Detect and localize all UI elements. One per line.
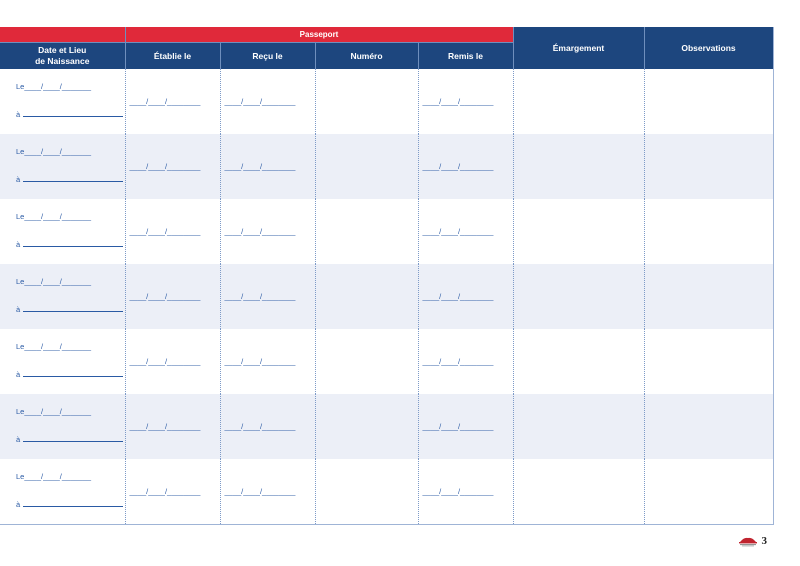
birth-place-blank <box>16 174 123 184</box>
passeport-header: Passeport <box>125 27 513 43</box>
date-blank: ____/____/________ <box>422 487 494 496</box>
date-blank: ____/____/________ <box>129 227 201 236</box>
birth-place-blank <box>16 109 123 119</box>
emargement-cell[interactable] <box>513 329 644 394</box>
date-blank: ____/____/________ <box>224 227 296 236</box>
emargement-header: Émargement <box>513 27 644 69</box>
birth-place-line <box>23 239 123 247</box>
etablie-date-cell[interactable] <box>125 199 220 264</box>
birth-place-blank <box>16 434 123 444</box>
emargement-cell[interactable] <box>513 199 644 264</box>
register-row <box>0 459 773 525</box>
observations-cell[interactable] <box>644 134 773 199</box>
etablie-date-cell[interactable] <box>125 329 220 394</box>
birth-date-place-cell[interactable] <box>0 394 125 459</box>
date-blank: ____/____/________ <box>224 357 296 366</box>
birth-date-blank: Le____/____/_______ <box>16 407 92 416</box>
register-row <box>0 329 773 394</box>
birth-date-place-cell[interactable] <box>0 329 125 394</box>
numero-cell[interactable] <box>315 199 418 264</box>
birth-place-line <box>23 304 123 312</box>
birth-place-prefix: à <box>16 305 21 314</box>
birth-place-prefix: à <box>16 370 21 379</box>
etablie-date-cell[interactable] <box>125 134 220 199</box>
page-footer <box>738 535 768 547</box>
numero-cell[interactable] <box>315 459 418 525</box>
birth-date-blank: Le____/____/_______ <box>16 342 92 351</box>
date-blank: ____/____/________ <box>422 357 494 366</box>
birth-place-prefix: à <box>16 110 21 119</box>
birth-date-place-cell[interactable] <box>0 264 125 329</box>
remis-date-cell[interactable] <box>418 329 513 394</box>
recu-date-cell[interactable] <box>220 329 315 394</box>
register-row <box>0 394 773 459</box>
date-blank: ____/____/________ <box>422 227 494 236</box>
date-blank: ____/____/________ <box>422 422 494 431</box>
register-row <box>0 69 773 134</box>
date-blank: ____/____/________ <box>129 97 201 106</box>
etablie-date-cell[interactable] <box>125 69 220 134</box>
birth-place-prefix: à <box>16 500 21 509</box>
register-row <box>0 264 773 329</box>
birth-date-blank: Le____/____/_______ <box>16 82 92 91</box>
birth-date-place-cell[interactable] <box>0 199 125 264</box>
date-blank: ____/____/________ <box>224 487 296 496</box>
recu-header: Reçu le <box>220 43 315 70</box>
birth-date-blank: Le____/____/_______ <box>16 147 92 156</box>
birth-date-blank: Le____/____/_______ <box>16 277 92 286</box>
numero-cell[interactable] <box>315 329 418 394</box>
publisher-logo-icon <box>738 536 758 547</box>
date-blank: ____/____/________ <box>422 97 494 106</box>
numero-header: Numéro <box>315 43 418 70</box>
birth-place-line <box>23 499 123 507</box>
birth-place-blank <box>16 369 123 379</box>
emargement-cell[interactable] <box>513 264 644 329</box>
birth-place-prefix: à <box>16 175 21 184</box>
date-blank: ____/____/________ <box>224 292 296 301</box>
numero-cell[interactable] <box>315 69 418 134</box>
birth-place-line <box>23 434 123 442</box>
observations-cell[interactable] <box>644 199 773 264</box>
birth-place-line <box>23 369 123 377</box>
recu-date-cell[interactable] <box>220 199 315 264</box>
remis-date-cell[interactable] <box>418 69 513 134</box>
register-row <box>0 199 773 264</box>
date-blank: ____/____/________ <box>129 487 201 496</box>
observations-cell[interactable] <box>644 69 773 134</box>
emargement-cell[interactable] <box>513 134 644 199</box>
remis-date-cell[interactable] <box>418 199 513 264</box>
date-blank: ____/____/________ <box>422 292 494 301</box>
remis-date-cell[interactable] <box>418 394 513 459</box>
observations-header: Observations <box>644 27 773 69</box>
observations-cell[interactable] <box>644 459 773 525</box>
date-blank: ____/____/________ <box>129 357 201 366</box>
numero-cell[interactable] <box>315 394 418 459</box>
date-blank: ____/____/________ <box>224 422 296 431</box>
date-blank: ____/____/________ <box>129 292 201 301</box>
birth-place-prefix: à <box>16 240 21 249</box>
blank-red-header <box>0 27 125 43</box>
recu-date-cell[interactable] <box>220 69 315 134</box>
birth-date-place-cell[interactable] <box>0 134 125 199</box>
birth-place-blank <box>16 239 123 249</box>
date-lieu-header: Date et Lieu de Naissance <box>0 43 125 70</box>
emargement-cell[interactable] <box>513 69 644 134</box>
birth-place-line <box>23 109 123 117</box>
etablie-header: Établie le <box>125 43 220 70</box>
numero-cell[interactable] <box>315 264 418 329</box>
remis-date-cell[interactable] <box>418 264 513 329</box>
date-blank: ____/____/________ <box>422 162 494 171</box>
date-blank: ____/____/________ <box>224 162 296 171</box>
emargement-cell[interactable] <box>513 459 644 525</box>
register-row <box>0 134 773 199</box>
etablie-date-cell[interactable] <box>125 264 220 329</box>
register-sheet <box>0 27 773 525</box>
birth-date-blank: Le____/____/_______ <box>16 212 92 221</box>
date-blank: ____/____/________ <box>129 162 201 171</box>
birth-place-prefix: à <box>16 435 21 444</box>
numero-cell[interactable] <box>315 134 418 199</box>
birth-date-place-cell[interactable] <box>0 69 125 134</box>
page-number: 3 <box>761 535 767 547</box>
birth-date-place-cell[interactable] <box>0 459 125 525</box>
etablie-date-cell[interactable] <box>125 394 220 459</box>
recu-date-cell[interactable] <box>220 134 315 199</box>
remis-header: Remis le <box>418 43 513 70</box>
emargement-cell[interactable] <box>513 394 644 459</box>
date-blank: ____/____/________ <box>224 97 296 106</box>
date-blank: ____/____/________ <box>129 422 201 431</box>
remis-date-cell[interactable] <box>418 134 513 199</box>
birth-place-blank <box>16 499 123 509</box>
observations-cell[interactable] <box>644 394 773 459</box>
register-table <box>0 27 774 525</box>
recu-date-cell[interactable] <box>220 264 315 329</box>
recu-date-cell[interactable] <box>220 459 315 525</box>
observations-cell[interactable] <box>644 329 773 394</box>
remis-date-cell[interactable] <box>418 459 513 525</box>
birth-place-line <box>23 174 123 182</box>
recu-date-cell[interactable] <box>220 394 315 459</box>
etablie-date-cell[interactable] <box>125 459 220 525</box>
register-rows <box>0 69 773 525</box>
observations-cell[interactable] <box>644 264 773 329</box>
birth-place-blank <box>16 304 123 314</box>
birth-date-blank: Le____/____/_______ <box>16 472 92 481</box>
